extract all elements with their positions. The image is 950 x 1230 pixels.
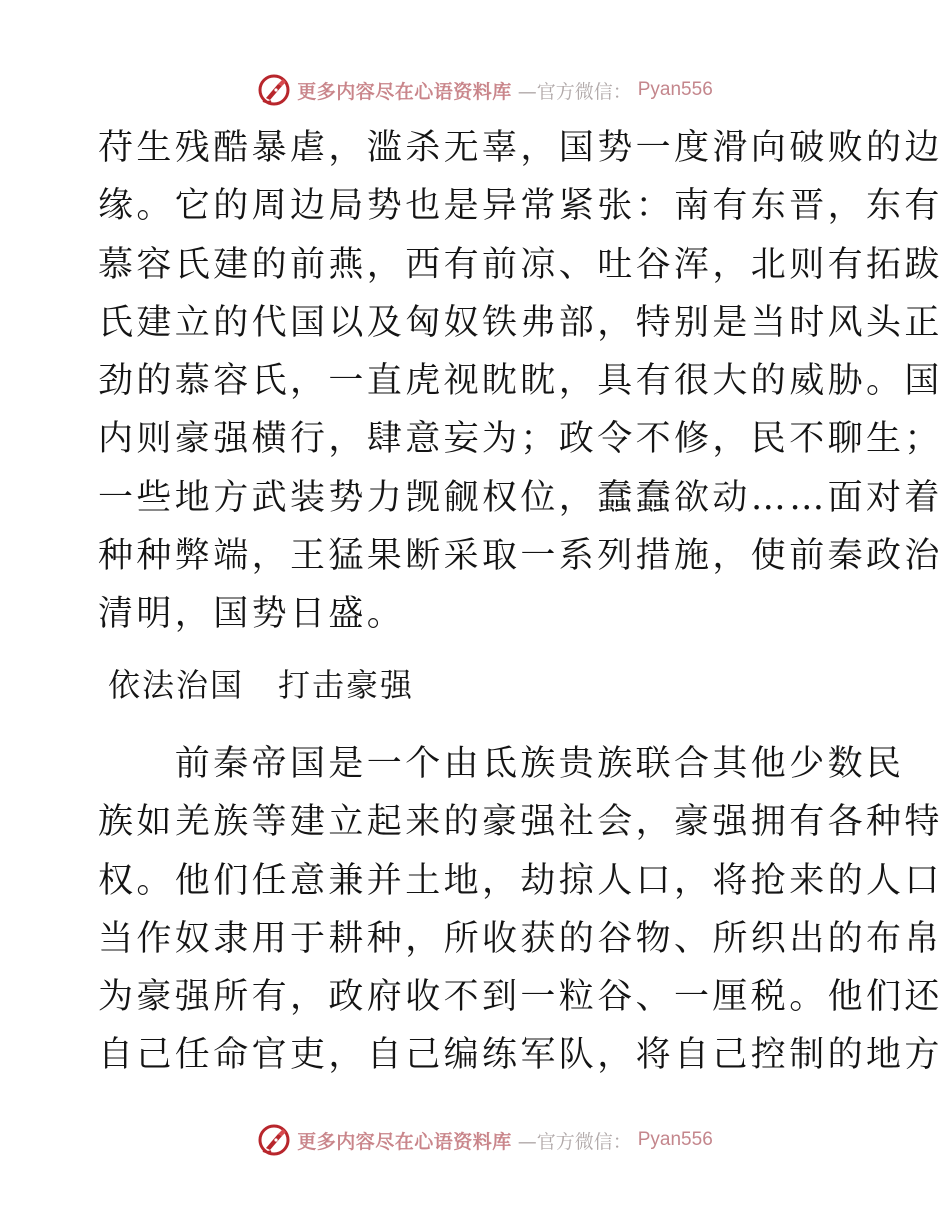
text-line: 苻生残酷暴虐，滥杀无辜，国势一度滑向破败的边 [98, 128, 943, 168]
banner-wechat-id: Pyan556 [637, 79, 713, 100]
text-line: 缘。它的周边局势也是异常紧张：南有东晋，东有 [98, 186, 943, 227]
text-line: 自己任命官吏，自己编练军队，将自己控制的地方 [98, 1035, 943, 1076]
text-line: 前秦帝国是一个由氐族贵族联合其他少数民 [98, 744, 905, 784]
text-line: 劲的慕容氏，一直虎视眈眈，具有很大的威胁。国 [98, 361, 943, 402]
banner-sub-text: —官方微信： [517, 1130, 632, 1153]
paragraph-1 [98, 119, 943, 644]
text-line: 内则豪强横行，肆意妄为；政令不修，民不聊生； [98, 419, 943, 460]
header-banner [0, 70, 950, 110]
text-line: 当作奴隶用于耕种，所收获的谷物、所织出的布帛 [98, 918, 943, 959]
paragraph-2 [98, 735, 943, 1085]
pen-nib-logo-icon [257, 1123, 291, 1157]
text-line: 清明，国势日盛。 [98, 594, 406, 635]
text-line: 氏建立的代国以及匈奴铁弗部，特别是当时风头正 [98, 302, 943, 343]
text-line: 权。他们任意兼并土地，劫掠人口，将抢来的人口 [98, 860, 943, 901]
banner-wechat-id: Pyan556 [637, 1129, 713, 1150]
text-line: 为豪强所有，政府收不到一粒谷、一厘税。他们还 [98, 977, 943, 1018]
banner-sub-text: —官方微信： [517, 80, 632, 103]
section-heading: 依法治国 打击豪强 [108, 666, 415, 704]
text-line: 一些地方武装势力觊觎权位，蠢蠢欲动……面对着 [98, 477, 943, 518]
text-line: 族如羌族等建立起来的豪强社会，豪强拥有各种特 [98, 802, 943, 843]
text-line: 慕容氏建的前燕，西有前凉、吐谷浑，北则有拓跋 [98, 244, 943, 285]
text-line: 种种弊端，王猛果断采取一系列措施，使前秦政治 [98, 536, 943, 577]
banner-main-text: 更多内容尽在心语资料库 [297, 1130, 512, 1153]
pen-nib-logo-icon [257, 73, 291, 107]
footer-banner [0, 1120, 950, 1160]
banner-main-text: 更多内容尽在心语资料库 [297, 80, 512, 103]
